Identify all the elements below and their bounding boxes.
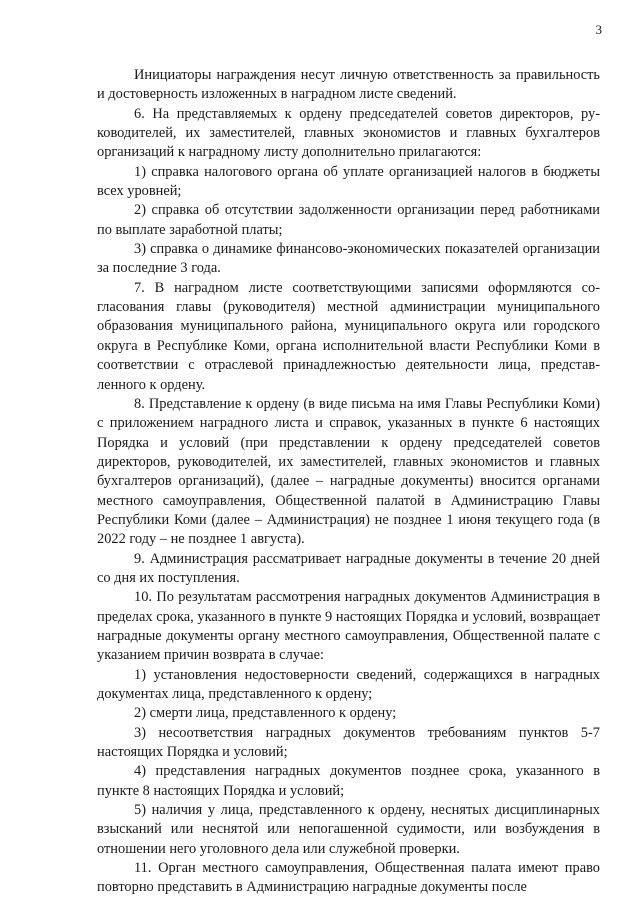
list-item: 2) справка об отсутствии задолженности организации перед работниками по выплате заработной платы;: [97, 202, 600, 238]
page-number: 3: [595, 22, 602, 37]
list-item: 2) смерти лица, представленного к ордену;: [134, 705, 397, 722]
list-item: 4) представления наградных документов позднее срока, указанного в пункте 8 настоящих Порядка и условий;: [97, 763, 600, 799]
list-item: 3) несоответствия наградных документов требованиям пунктов 5-7 настоящих Порядка и условий;: [97, 724, 600, 761]
paragraph: 11. Орган местного самоуправления, Общественная палата имеют право повторно представить в Администрацию наградные документы после: [97, 860, 600, 896]
list-item: 5) наличия у лица, представленного к ордену, неснятых дисциплинарных взысканий или неснятой или непогашенной судимости, или возбуждения в отношении него уголовного дела или служебной проверки.: [97, 802, 600, 857]
list-item: 3) справка о динамике финансово-экономических показателей организации за последние 3 года.: [97, 241, 600, 277]
paragraph: 7. В наградном листе соответствующими записями оформляются согласования главы (руководителя) местной администрации муниципального образования муниципального района, муниципального округа или городского округа в Республике Коми, органа исполнительной власти Республики Коми в соответствии с отраслевой принадлежностью деятельности лица, представленного к ордену.: [97, 279, 600, 393]
paragraph: 10. По результатам рассмотрения наградных документов Администрация в пределах срока, указанного в пункте 9 настоящих Порядка и условий, возвращает наградные документы органу местного самоуправления, Общественной палате с указанием причин возврата в случае:: [97, 589, 600, 664]
list-item: 1) установления недостоверности сведений, содержащихся в наградных документах лица, представленного к ордену;: [97, 666, 600, 702]
list-item: 1) справка налогового органа об уплате организацией налогов в бюджеты всех уровней;: [97, 163, 600, 200]
paragraph: 9. Администрация рассматривает наградные документы в течение 20 дней со дня их поступления.: [97, 550, 600, 586]
paragraph: 6. На представляемых к ордену председателей советов директоров, руководителей, их заместителей, главных экономистов и главных бухгалтеров организаций к наградному листу дополнительно прилагаются:: [97, 105, 600, 161]
document-body: [97, 66, 600, 898]
paragraph: Инициаторы награждения несут личную ответственность за правильность и достоверность изложенных в наградном листе сведений.: [97, 67, 600, 103]
paragraph: 8. Представление к ордену (в виде письма на имя Главы Республики Коми) с приложением наградного листа и справок, указанных в пункте 6 настоящих Порядка и условий (при представлении к ордену председателей советов директоров, руководителей, их заместителей, главных экономистов и главных бухгалтеров организаций), (далее – наградные документы) вносится органами местного самоуправления, Общественной палатой в Администрацию Главы Республики Коми (далее – Администрация) не позднее 1 июня текущего года (в 2022 году – не позднее 1 августа).: [97, 395, 600, 548]
